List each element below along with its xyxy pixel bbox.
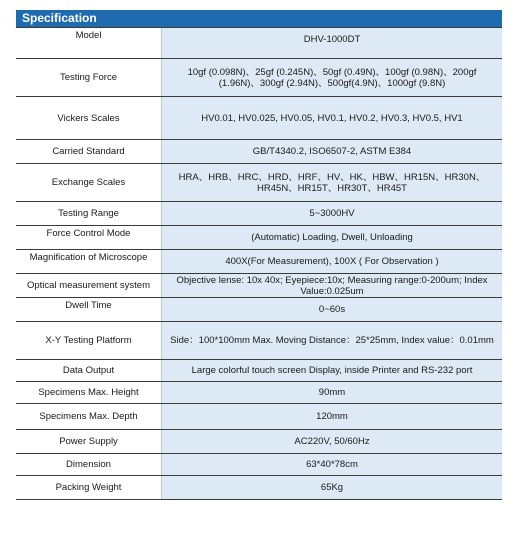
spec-label: Data Output — [16, 360, 162, 382]
spec-label: Exchange Scales — [16, 164, 162, 202]
spec-value: 0~60s — [162, 298, 503, 322]
spec-value: 120mm — [162, 404, 503, 430]
spec-value: 10gf (0.098N)、25gf (0.245N)、50gf (0.49N)、100gf (0.98N)、200gf (1.96N)、300gf (2.94N)、500gf(4.9N)、1000gf (9.8N) — [162, 59, 503, 97]
spec-label: Testing Range — [16, 202, 162, 226]
spec-label: Dwell Time — [16, 298, 162, 322]
spec-value: AC220V, 50/60Hz — [162, 430, 503, 454]
spec-value: 63*40*78cm — [162, 454, 503, 476]
spec-value: DHV-1000DT — [162, 28, 503, 59]
spec-label: Specimens Max. Height — [16, 382, 162, 404]
table-row — [16, 476, 502, 500]
spec-value: Side：100*100mm Max. Moving Distance：25*25mm, Index value：0.01mm — [162, 322, 503, 360]
spec-label: Testing Force — [16, 59, 162, 97]
spec-value: GB/T4340.2, ISO6507-2, ASTM E384 — [162, 140, 503, 164]
spec-label: Specimens Max. Depth — [16, 404, 162, 430]
spec-label: Optical measurement system — [16, 274, 162, 298]
spec-value: 65Kg — [162, 476, 503, 500]
spec-value: HV0.01, HV0.025, HV0.05, HV0.1, HV0.2, HV0.3, HV0.5, HV1 — [162, 97, 503, 140]
table-row — [16, 97, 502, 140]
spec-label: Vickers Scales — [16, 97, 162, 140]
spec-value: Large colorful touch screen Display, inside Printer and RS-232 port — [162, 360, 503, 382]
spec-value: (Automatic) Loading, Dwell, Unloading — [162, 226, 503, 250]
table-row — [16, 250, 502, 274]
spec-value: Objective lense: 10x 40x; Eyepiece:10x; Measuring range:0-200um; Index Value:0.025um — [162, 274, 503, 298]
table-row — [16, 202, 502, 226]
table-row — [16, 360, 502, 382]
spec-value: 400X(For Measurement), 100X ( For Observation ) — [162, 250, 503, 274]
spec-label: Power Supply — [16, 430, 162, 454]
table-row — [16, 59, 502, 97]
spec-label: Packing Weight — [16, 476, 162, 500]
spec-label: Dimension — [16, 454, 162, 476]
table-row — [16, 274, 502, 298]
spec-label: X-Y Testing Platform — [16, 322, 162, 360]
table-row — [16, 322, 502, 360]
table-row — [16, 382, 502, 404]
table-row — [16, 404, 502, 430]
spec-value: 5~3000HV — [162, 202, 503, 226]
table-row — [16, 298, 502, 322]
table-row — [16, 140, 502, 164]
spec-label: Carried Standard — [16, 140, 162, 164]
section-title: Specification — [16, 10, 502, 27]
spec-grid — [16, 27, 502, 500]
table-row — [16, 164, 502, 202]
specification-table — [16, 10, 502, 500]
table-row — [16, 28, 502, 59]
spec-label: Force Control Mode — [16, 226, 162, 250]
table-row — [16, 454, 502, 476]
spec-value: HRA、HRB、HRC、HRD、HRF、HV、HK、HBW、HR15N、HR30N、HR45N、HR15T、HR30T、HR45T — [162, 164, 503, 202]
spec-label: Model — [16, 28, 162, 59]
table-row — [16, 430, 502, 454]
spec-value: 90mm — [162, 382, 503, 404]
spec-label: Magnification of Microscope — [16, 250, 162, 274]
table-row — [16, 226, 502, 250]
